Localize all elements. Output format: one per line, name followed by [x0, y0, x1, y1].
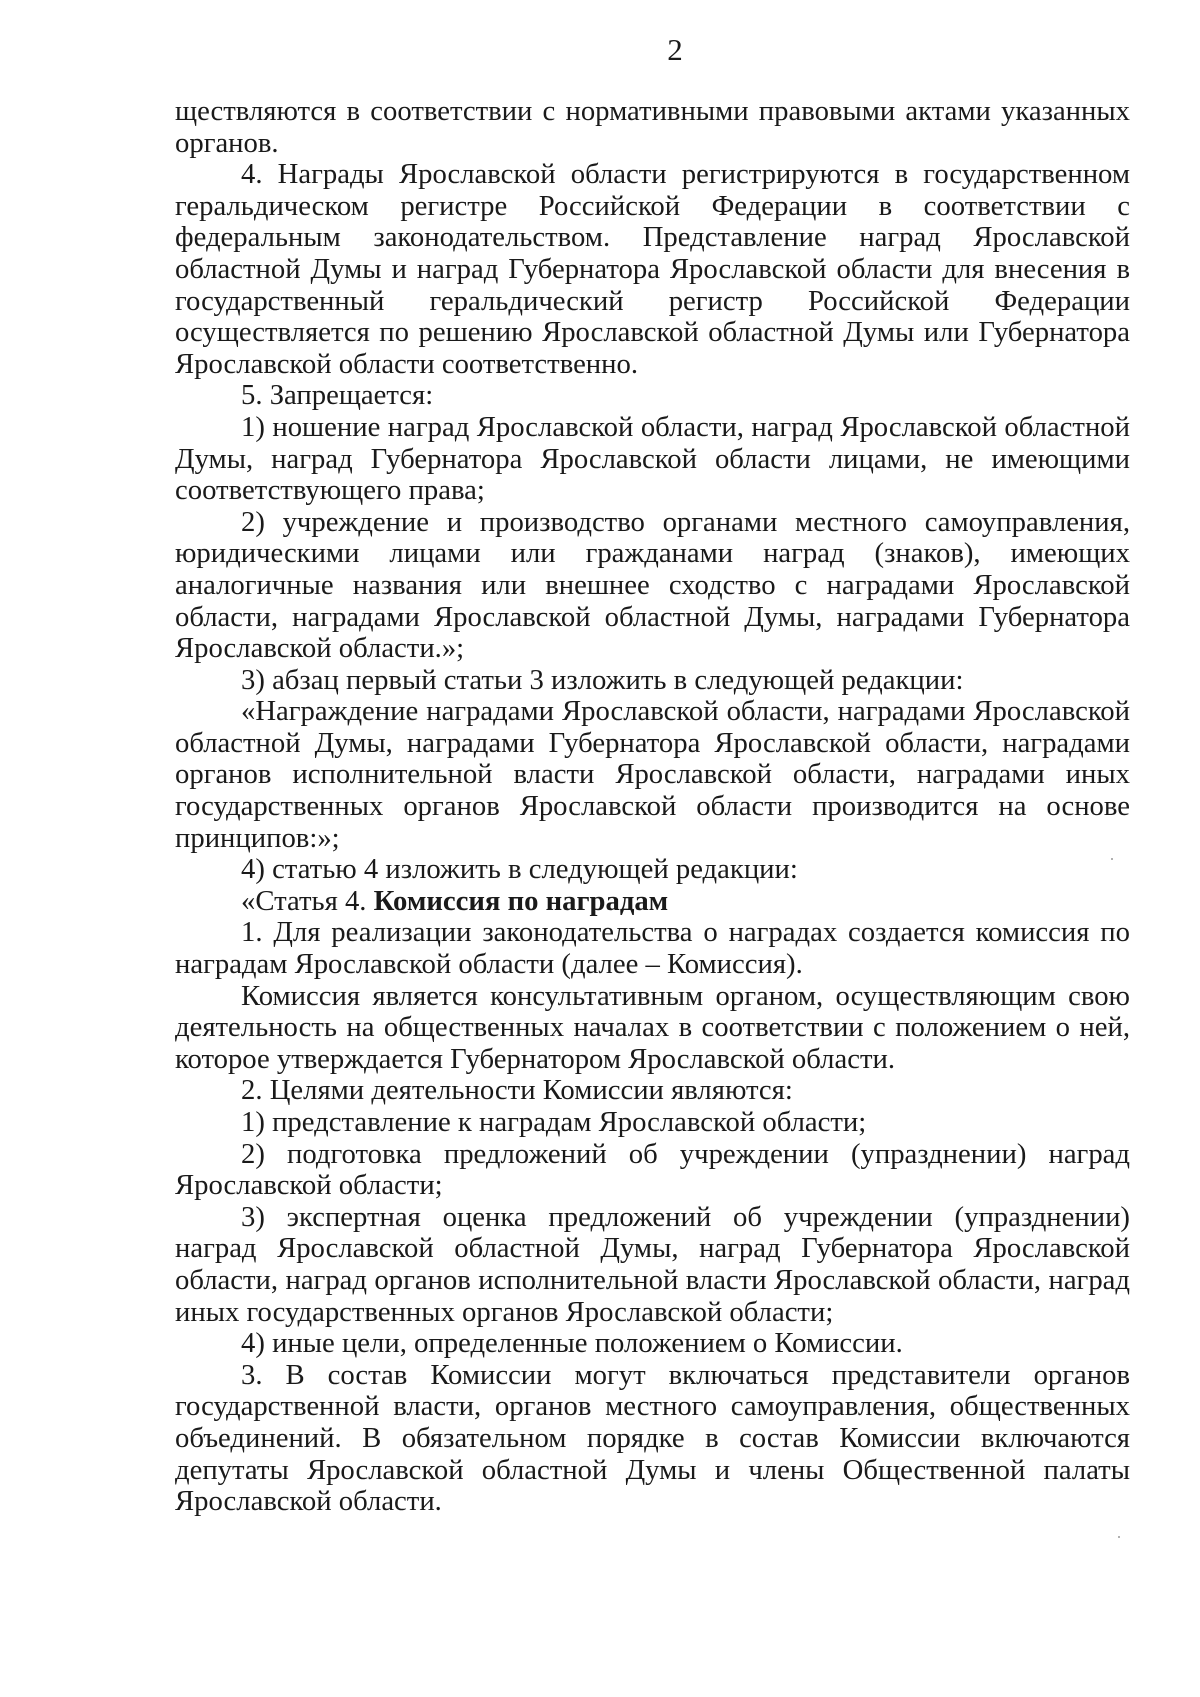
article-heading-prefix: «Статья 4.	[241, 884, 374, 917]
paragraph: 1. Для реализации законодательства о наградах создается комиссия по наградам Ярославской области (далее – Комиссия).	[175, 916, 1130, 981]
paragraph: 3) абзац первый статьи 3 изложить в следующей редакции:	[241, 663, 964, 696]
paragraph: 4) статью 4 изложить в следующей редакции:	[241, 853, 798, 886]
paragraph: 2) подготовка предложений об учреждении (упразднении) наград Ярославской области;	[175, 1137, 1130, 1202]
document-body	[175, 96, 1130, 1518]
paragraph: 1) ношение наград Ярославской области, наград Ярославской областной Думы, наград Губернатора Ярославской области лицами, не имеющими соответствующего права;	[175, 410, 1130, 507]
page-number: 2	[667, 32, 683, 67]
paragraph: 1) представление к наградам Ярославской области;	[241, 1106, 867, 1138]
paragraph: 5. Запрещается:	[241, 379, 434, 412]
article-heading-title: Комиссия по наградам	[373, 884, 669, 917]
paragraph: Комиссия является консультативным органом, осуществляющим свою деятельность на общественных началах в соответствии с положением о ней, которое утверждается Губернатором Ярославской области.	[175, 979, 1130, 1075]
paragraph: 2) учреждение и производство органами местного самоуправления, юридическими лицами или гражданами наград (знаков), имеющих аналогичные названия или внешнее сходство с наградами Ярославской области, наградами Ярославской областной Думы, наградами Губернатора Ярославской области.»;	[175, 505, 1130, 665]
paragraph: ществляются в соответствии с нормативными правовыми актами указанных органов.	[175, 95, 1130, 159]
paragraph: «Награждение наградами Ярославской области, наградами Ярославской областной Думы, наградами Губернатора Ярославской области, наградами органов исполнительной власти Ярославской области, наградами иных государственных органов Ярославской области производится на основе принципов:»;	[175, 695, 1130, 854]
article-heading	[175, 886, 1130, 918]
paragraph: 4. Награды Ярославской области регистрируются в государственном геральдическом регистре Российской Федерации в соответствии с федеральным законодательством. Представление наград Ярославской областной Думы и наград Губернатора Ярославской области для внесения в государственный геральдический регистр Российской Федерации осуществляется по решению Ярославской областной Думы или Губернатора Ярославской области соответственно.	[175, 158, 1130, 380]
scan-speck	[1111, 858, 1113, 860]
paragraph: 3. В состав Комиссии могут включаться представители органов государственной власти, органов местного самоуправления, общественных объединений. В обязательном порядке в состав Комиссии включаются депутаты Ярославской областной Думы и члены Общественной палаты Ярославской области.	[175, 1358, 1130, 1518]
paragraph: 2. Целями деятельности Комиссии являются:	[241, 1074, 793, 1107]
paragraph: 3) экспертная оценка предложений об учреждении (упразднении) наград Ярославской областной Думы, наград Губернатора Ярославской области, наград органов исполнительной власти Ярославской области, наград иных государственных органов Ярославской области;	[175, 1200, 1130, 1328]
scan-speck	[1118, 1536, 1120, 1538]
paragraph: 4) иные цели, определенные положением о Комиссии.	[241, 1327, 903, 1360]
